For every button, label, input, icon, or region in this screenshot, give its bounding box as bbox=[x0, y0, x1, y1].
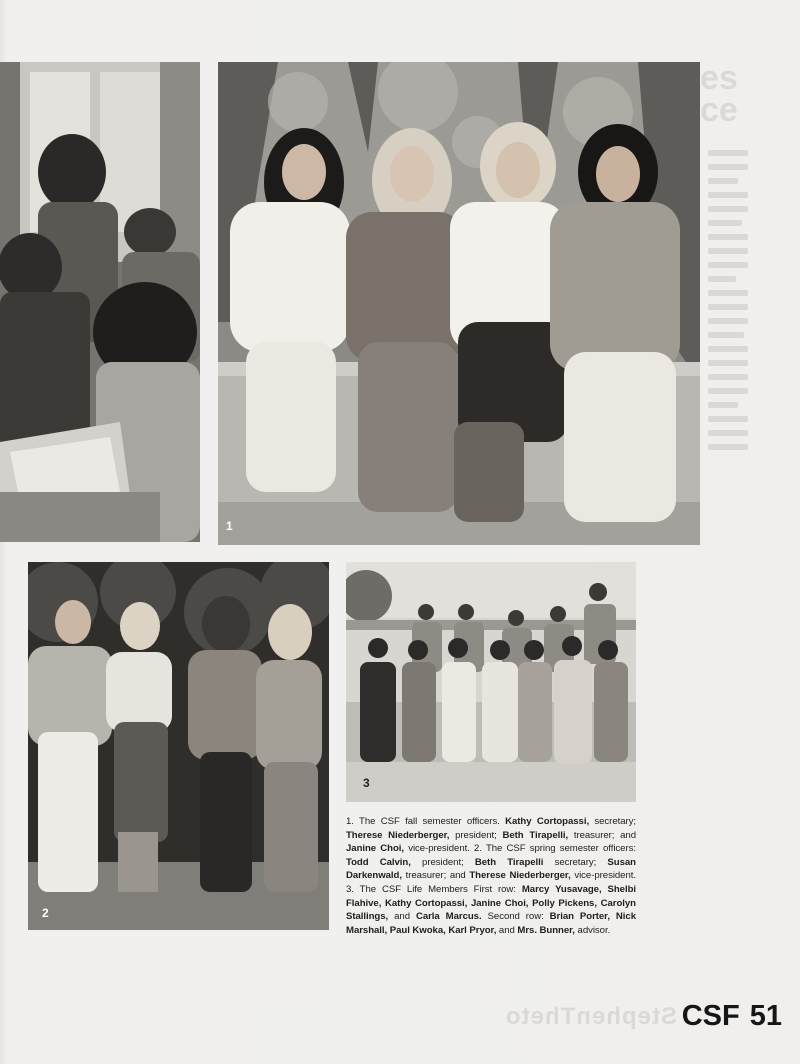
page-number: 51 bbox=[749, 1000, 782, 1032]
caption-name: Brian Porter, Nick Marshall, Paul Kwoka, Karl Pryor, bbox=[346, 911, 636, 936]
section-name: CSF bbox=[681, 1000, 740, 1032]
caption-name: Carla Marcus. bbox=[415, 911, 482, 923]
caption-text: president; bbox=[410, 856, 475, 868]
caption-text: and bbox=[496, 924, 518, 936]
caption-name: Beth Tirapelli bbox=[474, 856, 544, 868]
photo-3-life-members bbox=[346, 562, 636, 802]
caption-text: vice-president. 3. The CSF Life Members First row: bbox=[346, 870, 636, 895]
caption-name: Mrs. Bunner, bbox=[517, 924, 575, 936]
caption-text: treasurer; and bbox=[401, 870, 470, 882]
caption-text: secretary; bbox=[543, 856, 608, 868]
photo-1-fall-officers bbox=[218, 62, 700, 545]
photo-number-1: 1 bbox=[226, 519, 233, 533]
photo-2-spring-officers bbox=[28, 562, 329, 930]
caption-name: Therese Niederberger, bbox=[346, 829, 450, 841]
photo-students-writing bbox=[0, 62, 200, 542]
page-folio bbox=[682, 1000, 782, 1033]
caption-text: Second row: bbox=[481, 911, 550, 923]
photo-caption bbox=[346, 815, 636, 937]
caption-name: Kathy Cortopassi, bbox=[505, 816, 590, 827]
show-through-text bbox=[708, 150, 748, 458]
photo-number-2: 2 bbox=[42, 906, 49, 920]
show-through-heading: es ce bbox=[700, 59, 738, 129]
caption-name: Susan Darkenwald, bbox=[346, 856, 636, 882]
caption-text: and bbox=[388, 911, 416, 923]
caption-text: advisor. bbox=[574, 924, 611, 936]
photo-number-3: 3 bbox=[363, 776, 370, 790]
caption-name: Marcy Yusavage, Shelbi Flahive, Kathy Cortopassi, Janine Choi, Polly Pickens, Carolyn Stallings, bbox=[346, 883, 636, 923]
caption-name: Todd Calvin, bbox=[346, 856, 411, 868]
caption-name: Janine Choi, bbox=[346, 843, 405, 855]
caption-text: secretary; bbox=[589, 816, 637, 827]
caption-name: Therese Niederberger, bbox=[469, 870, 571, 882]
show-through-signature: StephenTheto bbox=[505, 1003, 677, 1030]
caption-name: Beth Tirapelli, bbox=[502, 829, 569, 841]
caption-text: 1. The CSF fall semester officers. bbox=[346, 816, 506, 827]
caption-text: president; bbox=[449, 829, 503, 841]
caption-text: treasurer; and bbox=[568, 829, 636, 841]
caption-text: vice-president. 2. The CSF spring semester officers: bbox=[404, 843, 636, 855]
